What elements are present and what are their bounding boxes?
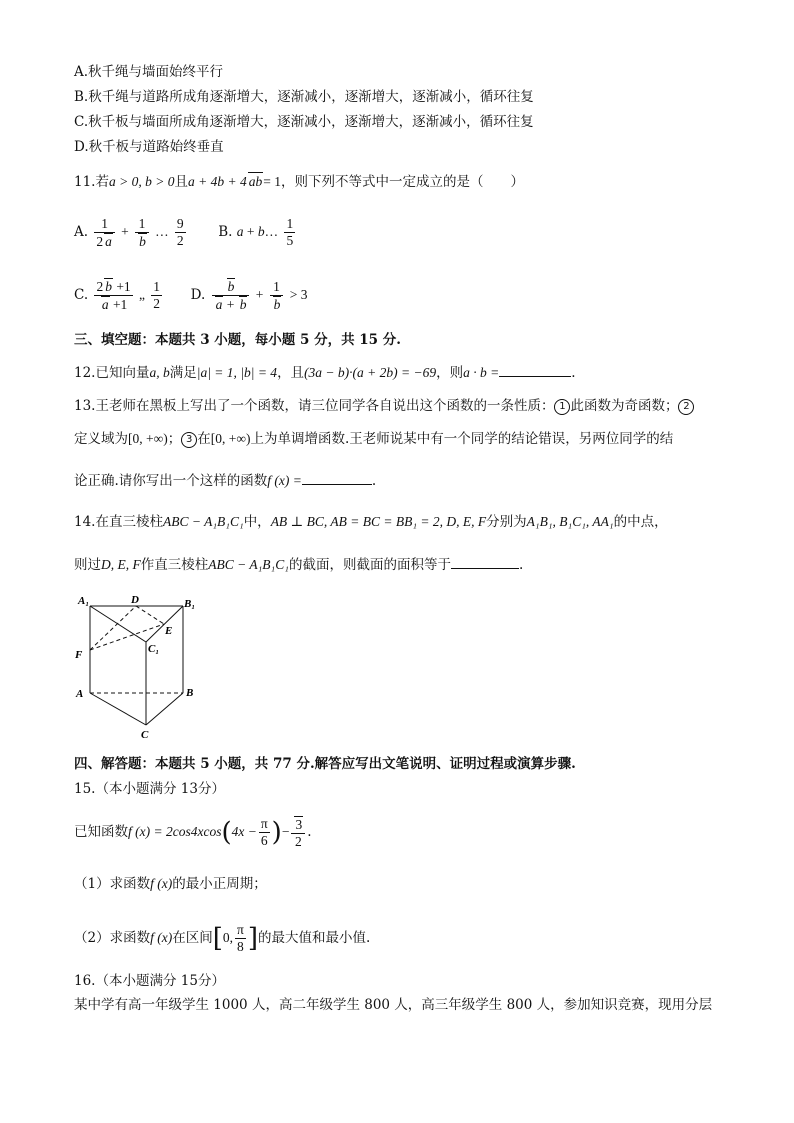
label-f: F (75, 649, 83, 661)
label-c1: C₁ (148, 643, 160, 655)
question-11-options-ab: A. $\frac{1}{2 a}$ + $\frac{1}{b}$ … $\frac{9}{2}$ B. a + b… $\frac{1}{5}$ (74, 215, 294, 249)
question-12: 12.已知向量a, b满足|a| = 1, |b| = 4，且(3a − b)·(a + 2b) = −69，则a · b = . (74, 365, 576, 381)
edge-c-b (146, 693, 183, 725)
label-a: A (76, 688, 84, 700)
label-c: C (141, 729, 149, 740)
label-b: B (186, 687, 194, 699)
answer-blank-12 (499, 364, 571, 377)
label-d: D (131, 594, 139, 606)
label-b1: B₁ (184, 598, 196, 610)
question-16-statement: 某中学有高一年级学生 1000 人，高二年级学生 800 人，高三年级学生 800 人，参加知识竞赛，现用分层 (74, 997, 713, 1013)
prism-figure (70, 590, 210, 740)
question-13-line-1: 13.王老师在黑板上写出了一个函数，请三位同学各自说出这个函数的一条性质： 1 此函数为奇函数； 2 (74, 397, 694, 415)
edge-a-c (90, 693, 146, 725)
edge-a1-c1 (90, 606, 146, 642)
section-3-heading: 三、填空题：本题共 3 小题，每小题 5 分，共 15 分. (74, 332, 401, 348)
label-a1: A₁ (78, 595, 90, 607)
question-16-heading: 16.（本小题满分 15分） (74, 973, 225, 989)
question-15-part-1: （1）求函数f (x)的最小正周期； (74, 876, 267, 892)
question-15-heading: 15.（本小题满分 13分） (74, 781, 225, 797)
question-13-line-3: 论正确.请你写出一个这样的函数f (x) = . (74, 473, 377, 489)
circled-1-icon: 1 (554, 399, 570, 415)
circled-2-icon: 2 (678, 399, 694, 415)
option-10-d: D.秋千板与道路始终垂直 (74, 139, 224, 155)
answer-blank-14 (451, 556, 519, 569)
option-10-c: C.秋千板与墙面所成角逐渐增大，逐渐减小，逐渐增大，逐渐减小，循环往复 (74, 114, 534, 130)
section-d-e (136, 606, 164, 624)
label-e: E (165, 625, 173, 637)
option-10-a: A.秋千绳与墙面始终平行 (74, 64, 224, 80)
question-13-line-2: 定义域为[0, +∞)； 3 在[0, +∞)上为单调增函数.王老师说某中有一个同学的结论错误，另两位同学的结 (74, 431, 674, 447)
circled-3-icon: 3 (181, 432, 197, 448)
question-14-line-1: 14.在直三棱柱ABC − A₁B₁C₁中，AB ⊥ BC, AB = BC = BB₁ = 2, D, E, F分别为A₁B₁, B₁C₁, AA₁的中点， (74, 514, 668, 530)
section-4-heading: 四、解答题：本题共 5 小题，共 77 分.解答应写出文笔说明、证明过程或演算步骤. (74, 756, 576, 772)
option-10-b: B.秋千绳与道路所成角逐渐增大，逐渐减小，逐渐增大，逐渐减小，循环往复 (74, 89, 534, 105)
section-f-d (90, 606, 136, 650)
question-11-options-cd: C. $\frac{2 b +1}{a +1}$ „ $\frac{1}{2}$ D. $\frac{b}{a + b}$ + $\frac{1}{b}$ > 3 (74, 278, 308, 312)
question-14-line-2: 则过D, E, F作直三棱柱ABC − A₁B₁C₁的截面，则截面的面积等于 . (74, 557, 524, 573)
answer-blank-13 (302, 472, 372, 485)
question-15-part-2: （2）求函数f (x)在区间[0, $\frac{\pi}{8}$ ]的最大值和最小值. (74, 922, 371, 954)
question-11: 11.若a > 0, b > 0且a + 4b + 4 ab= 1，则下列不等式中一定成立的是（ ） (74, 174, 524, 190)
question-15-statement: 已知函数f (x) = 2cos4xcos(4x − $\frac{\pi}{6}$ )− $\frac{3}{2}$ . (74, 816, 312, 849)
